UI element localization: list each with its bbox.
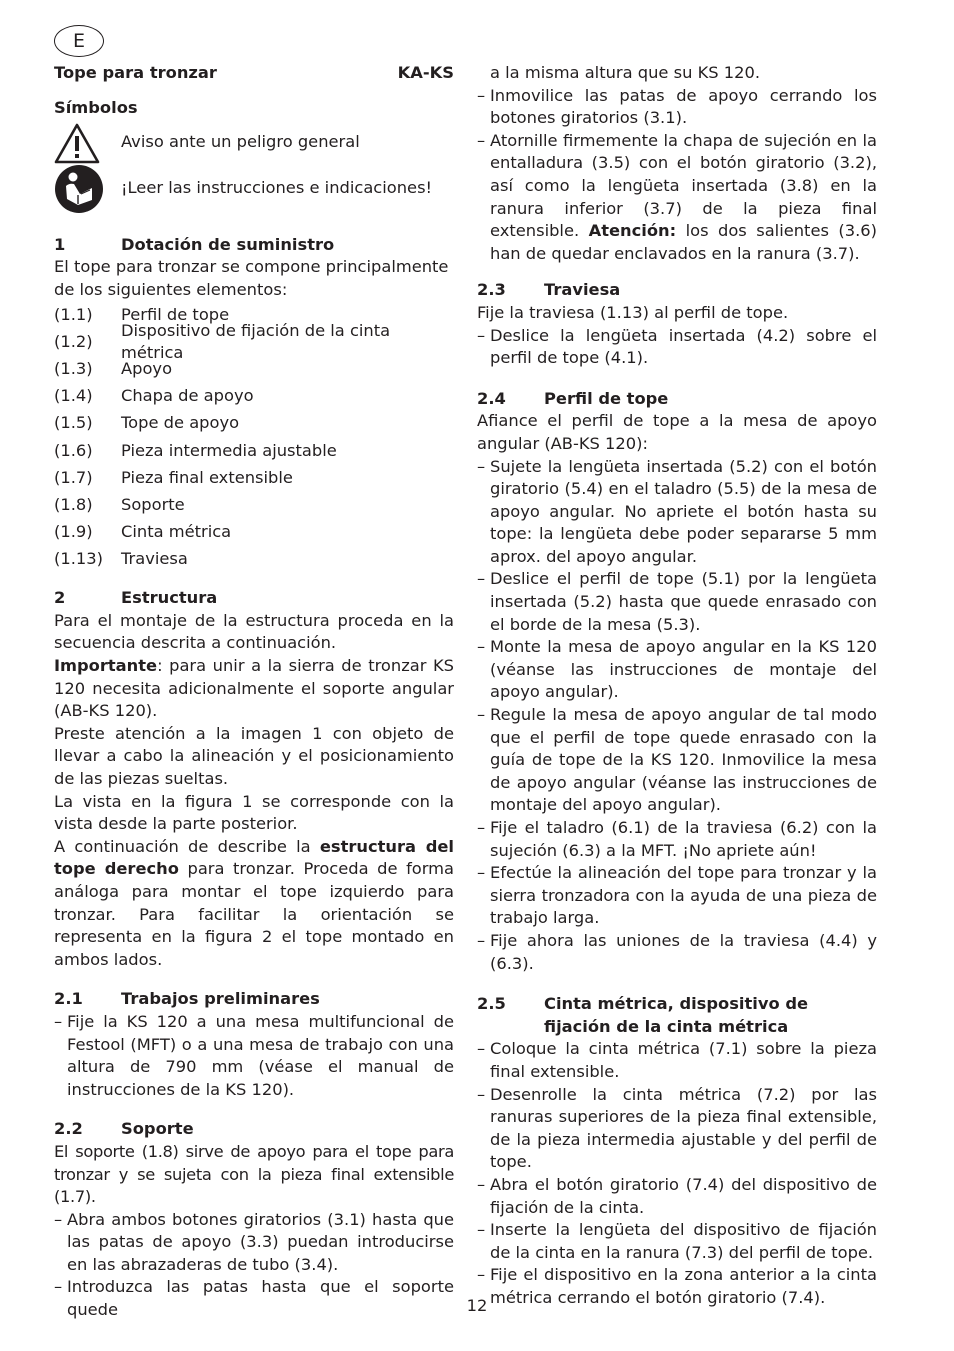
paragraph: El soporte (1.8) sirve de apoyo para el tope para tronzar y se sujeta con la pieza final extensible (1.7). <box>54 1141 454 1207</box>
item-text: Pieza intermedia ajustable <box>121 440 337 460</box>
document-title: Tope para tronzar <box>54 63 217 82</box>
bullet-text: Deslice la lengüeta insertada (4.2) sobre el perfil de tope (4.1). <box>490 325 877 368</box>
section-number: 2.4 <box>477 388 506 408</box>
text: A continuación de describe la <box>54 836 320 856</box>
bullet-text: Abra ambos botones giratorios (3.1) hasta que las patas de apoyo (3.3) puedan introducirse en las abrazaderas de tubo (3.4). <box>67 1209 454 1274</box>
bullet-text: Desenrolle la cinta métrica (7.2) por las ranuras superiores de la pieza final extensible, de la pieza intermedia ajustable y del perfil de tope. <box>490 1084 877 1172</box>
item-text: Apoyo <box>121 359 173 379</box>
dash-marker: – <box>477 1084 486 1104</box>
dash-marker: – <box>54 1209 63 1229</box>
bullet-item <box>477 1219 877 1264</box>
section-heading <box>54 234 454 257</box>
bullet-text: Regule la mesa de apoyo angular de tal modo que el perfil de tope quede enrasado con la guía de tope de la KS 120. Inmovilice la mesa de apoyo angular (véanse las instrucciones de montaje del apoyo angular). <box>490 705 877 815</box>
section-heading <box>477 279 877 302</box>
bullet-item <box>477 930 877 975</box>
item-number: (1.9) <box>54 522 93 542</box>
item-number: (1.5) <box>54 413 93 433</box>
left-column <box>54 62 454 1322</box>
bullet-text: Fije ahora las uniones de la traviesa (4.4) y (6.3). <box>490 930 877 973</box>
read-manual-icon <box>54 166 121 212</box>
paragraph <box>54 836 454 972</box>
dash-marker: – <box>477 85 486 105</box>
section-number: 2 <box>54 588 66 608</box>
paragraph: Para el montaje de la estructura proceda en la secuencia descrita a continuación. <box>54 610 454 653</box>
item-text: Pieza final extensible <box>121 467 293 487</box>
section-title: Trabajos preliminares <box>121 989 320 1009</box>
symbol-text: ¡Leer las instrucciones e indicaciones! <box>121 178 433 198</box>
bullet-text <box>490 130 877 266</box>
bullet-continuation: a la misma altura que su KS 120. <box>490 63 761 82</box>
text: Atornille firmemente la chapa de sujeción en la entalladura (3.5) con el botón giratorio (3.2), así como la lengüeta insertada (3.8) en la ranura inferior (3.7) de la pieza final extensible. <box>490 130 877 241</box>
dash-marker: – <box>477 130 486 150</box>
paragraph <box>54 655 454 723</box>
bullet-text: Fije el taladro (6.1) de la traviesa (6.2) con la sujeción (6.3) a la MFT. ¡No apriete aún! <box>490 818 877 860</box>
model-code: KA-KS <box>397 63 454 82</box>
section-number: 2.1 <box>54 989 83 1009</box>
dash-marker: – <box>477 863 486 883</box>
section-heading <box>477 388 877 411</box>
bullet-item <box>477 456 877 569</box>
section-heading <box>54 587 454 610</box>
list-item <box>54 383 454 410</box>
bullet-text: Inmovilice las patas de apoyo cerrando los botones giratorios (3.1). <box>490 85 877 128</box>
section-heading <box>54 1118 454 1141</box>
item-text: Chapa de apoyo <box>121 386 254 406</box>
dash-marker: – <box>477 1174 486 1194</box>
section-number: 2.3 <box>477 280 506 300</box>
dash-marker: – <box>477 456 486 476</box>
item-number: (1.6) <box>54 440 93 460</box>
section-title: Traviesa <box>544 280 621 300</box>
text: los dos salientes (3.6) han de quedar enclavados en la ranura (3.7). <box>490 221 877 263</box>
dash-marker: – <box>477 325 486 345</box>
document-title-row <box>54 62 454 85</box>
parts-list <box>54 301 454 573</box>
symbol-row <box>54 166 454 212</box>
dash-marker: – <box>54 1011 63 1031</box>
list-item <box>54 437 454 464</box>
item-number: (1.2) <box>54 331 93 351</box>
paragraph: Fije la traviesa (1.13) al perfil de tope. <box>477 302 789 322</box>
bullet-text: Efectúe la alineación del tope para tronzar y la sierra tronzadora con la ayuda de una pieza de trabajo larga. <box>490 863 877 928</box>
text: para tronzar. Proceda de forma análoga para montar el tope izquierdo para tronzar. Para facilitar la orientación se representa en la figura 2 el tope montado en ambos lados. <box>54 859 455 969</box>
item-number: (1.8) <box>54 494 93 514</box>
symbol-row <box>54 120 454 166</box>
bullet-item <box>477 862 877 930</box>
bullet-item <box>477 636 877 704</box>
emphasis: Atención: <box>588 221 677 241</box>
bullet-text: Monte la mesa de apoyo angular en la KS 120 (véanse las instrucciones de montaje del apoyo angular). <box>490 637 877 702</box>
bullet-text: Fije el dispositivo en la zona anterior a la cinta métrica cerrando el botón giratorio (7.4). <box>490 1265 877 1307</box>
section-title: Estructura <box>121 588 218 608</box>
section-heading <box>477 993 877 1038</box>
bullet-item <box>477 1038 877 1083</box>
dash-marker: – <box>477 1265 486 1285</box>
paragraph: Afiance el perfil de tope a la mesa de apoyo angular (AB-KS 120): <box>477 411 877 453</box>
dash-marker: – <box>477 1220 486 1240</box>
dash-marker: – <box>477 818 486 837</box>
bullet-item <box>477 1084 877 1174</box>
bullet-item <box>54 1209 454 1277</box>
bullet-item <box>477 568 877 636</box>
list-item <box>54 410 454 437</box>
item-number: (1.7) <box>54 467 93 487</box>
dash-marker: – <box>54 1277 63 1297</box>
list-item <box>54 519 454 546</box>
item-text: Soporte <box>121 494 185 514</box>
item-number: (1.3) <box>54 359 93 379</box>
bullet-item <box>477 325 877 370</box>
paragraph: El tope para tronzar se compone principalmente de los siguientes elementos: <box>54 257 449 299</box>
section-title: Soporte <box>121 1119 194 1139</box>
bullet-item <box>477 704 877 817</box>
dash-marker: – <box>477 930 486 950</box>
bullet-item <box>477 1174 877 1219</box>
dash-marker: – <box>477 705 486 725</box>
section-number: 1 <box>54 234 66 254</box>
section-title: Cinta métrica, dispositivo de fijación de la cinta métrica <box>544 994 809 1036</box>
bullet-text: Fije la KS 120 a una mesa multifuncional de Festool (MFT) o a una mesa de trabajo con una altura de 790 mm (véase el manual de instrucciones de la KS 120). <box>67 1011 454 1099</box>
section-title: Dotación de suministro <box>121 234 335 254</box>
dash-marker: – <box>477 637 486 657</box>
item-number: (1.1) <box>54 304 93 324</box>
symbols-heading: Símbolos <box>54 98 138 117</box>
right-column <box>477 62 877 1309</box>
bullet-item <box>477 817 877 862</box>
bullet-text: Coloque la cinta métrica (7.1) sobre la pieza final extensible. <box>490 1039 877 1081</box>
bullet-item <box>477 130 877 266</box>
bullet-text: Deslice el perfil de tope (5.1) por la lengüeta insertada (5.2) hasta que quede enrasado con el borde de la mesa (5.3). <box>490 569 877 634</box>
text: : para unir a la sierra de tronzar KS 120 necesita adicionalmente el soporte angular (AB-KS 120). <box>54 656 454 721</box>
language-badge: E <box>54 25 104 57</box>
item-text: Tope de apoyo <box>121 413 240 433</box>
section-number: 2.2 <box>54 1119 83 1139</box>
symbol-text: Aviso ante un peligro general <box>121 132 360 152</box>
page-number: 12 <box>466 1296 488 1315</box>
item-text: Cinta métrica <box>121 522 232 542</box>
section-heading <box>54 988 454 1011</box>
bullet-text: Introduzca las patas hasta que el soporte quede <box>67 1277 454 1320</box>
emphasis: estructura del tope derecho <box>54 836 455 879</box>
dash-marker: – <box>477 569 486 589</box>
emphasis: Importante <box>54 656 158 676</box>
paragraph: Preste atención a la imagen 1 con objeto de llevar a cabo la alineación y el posicionamiento de las piezas sueltas. <box>54 723 454 788</box>
bullet-item <box>54 1011 454 1101</box>
list-item <box>54 465 454 492</box>
bullet-text: Inserte la lengüeta del dispositivo de fijación de la cinta en la ranura (7.3) del perfil de tope. <box>490 1220 877 1262</box>
dash-marker: – <box>477 1039 486 1059</box>
item-text: Dispositivo de fijación de la cinta métrica <box>121 320 391 363</box>
list-item <box>54 320 454 363</box>
bullet-text: Sujete la lengüeta insertada (5.2) con el botón giratorio (5.4) en el taladro (5.5) de la mesa de apoyo angular. No apriete el botón hasta su tope: la lengüeta debe poder separarse 5 mm aprox. del apoyo angular. <box>490 456 877 566</box>
item-number: (1.4) <box>54 386 93 406</box>
section-title: Perfil de tope <box>544 388 669 408</box>
list-item <box>54 492 454 519</box>
bullet-item <box>477 85 877 130</box>
item-number: (1.13) <box>54 549 103 569</box>
warning-triangle-icon <box>54 120 121 166</box>
list-item <box>54 546 454 573</box>
section-number: 2.5 <box>477 994 506 1014</box>
item-text: Traviesa <box>121 549 188 569</box>
bullet-text: Abra el botón giratorio (7.4) del dispositivo de fijación de la cinta. <box>490 1174 877 1217</box>
paragraph: La vista en la figura 1 se corresponde con la vista desde la parte posterior. <box>54 791 454 834</box>
item-text: Perfil de tope <box>121 304 230 324</box>
